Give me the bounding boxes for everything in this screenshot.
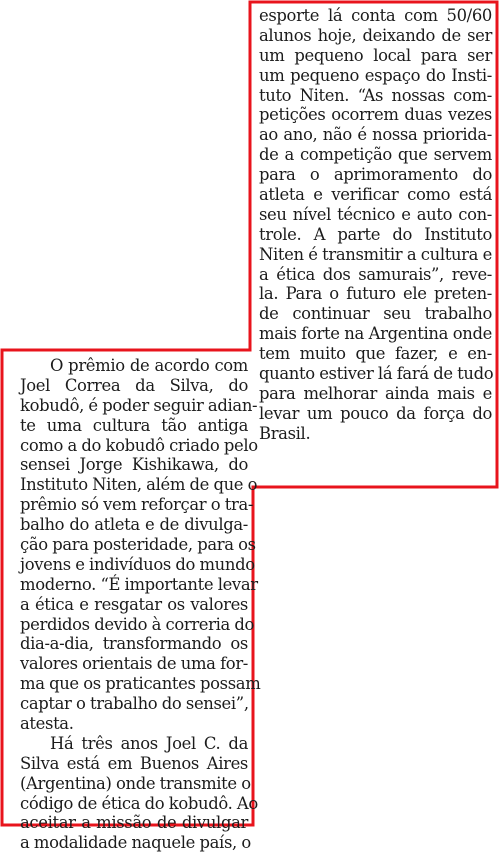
article-line: ma que os praticantes possam	[20, 674, 261, 694]
article-line: (Argentina) onde transmite o	[20, 773, 251, 793]
article-line: esporte lá conta com 50/60	[259, 6, 492, 25]
article-line: Niten é transmitir a cultura e	[259, 244, 492, 264]
article-line: atesta.	[20, 714, 74, 734]
article-line: a ética e resgatar os valores	[20, 594, 248, 614]
article-line: jovens e indivíduos do mundo	[20, 554, 255, 574]
paragraph-first-line: O prêmio de acordo com	[50, 356, 248, 375]
article-line: a ética dos samurais”, reve-	[259, 264, 492, 284]
article-line: ção para posteridade, para os	[20, 535, 256, 555]
article-line: petições ocorrem duas vezes	[259, 105, 492, 125]
article-line: kobudô, é poder seguir adian-	[20, 395, 258, 415]
article-line: perdidos devido à correria do	[20, 614, 255, 634]
article-line: um pequeno local para ser	[259, 45, 492, 65]
article-line: aceitar a missão de divulgar	[20, 813, 248, 833]
article-line: Brasil.	[259, 423, 311, 443]
article-line: de continuar seu trabalho	[259, 304, 492, 324]
article-line: dia-a-dia, transformando os	[20, 634, 248, 654]
article-line: Silva está em Buenos Aires	[20, 753, 248, 773]
article-line: a modalidade naquele país, o	[20, 833, 251, 853]
article-line: tuto Niten. “As nossas com-	[259, 85, 492, 105]
article-line: levar um pouco da força do	[259, 403, 492, 423]
article-line: como a do kobudô criado pelo	[20, 435, 258, 455]
paragraph-first-line: Há três anos Joel C. da	[50, 733, 248, 753]
article-line: Joel Correa da Silva, do	[20, 375, 248, 395]
article-line: sensei Jorge Kishikawa, do	[20, 455, 248, 475]
article-line: prêmio só vem reforçar o tra-	[20, 495, 254, 515]
article-line: moderno. “É importante levar	[20, 574, 258, 594]
article-line: captar o trabalho do sensei”,	[20, 694, 249, 714]
article-right-column	[259, 6, 492, 444]
article-line: ao ano, não é nossa priorida-	[259, 125, 492, 145]
article-left-column	[20, 356, 261, 853]
article-line: atleta e verificar como está	[259, 185, 492, 205]
article-line: alunos hoje, deixando de ser	[259, 25, 492, 45]
article-line: te uma cultura tão antiga	[20, 415, 248, 435]
article-line: seu nível técnico e auto con-	[259, 204, 492, 224]
article-line: um pequeno espaço do Insti-	[259, 65, 492, 85]
article-line: la. Para o futuro ele preten-	[259, 284, 492, 304]
article-line: para melhorar ainda mais e	[259, 383, 492, 403]
article-line: tem muito que fazer, e en-	[259, 344, 492, 364]
article-line: código de ética do kobudô. Ao	[20, 793, 258, 813]
article-line: trole. A parte do Instituto	[259, 224, 492, 244]
article-line: valores orientais de uma for-	[20, 654, 248, 674]
article-line: quanto estiver lá fará de tudo	[259, 364, 494, 384]
article-line: balho do atleta e de divulga-	[20, 515, 248, 535]
article-line: Instituto Niten, além de que o	[20, 475, 258, 495]
article-line: de a competição que servem	[259, 145, 492, 165]
article-line: para o aprimoramento do	[259, 165, 492, 185]
article-line: mais forte na Argentina onde	[259, 324, 492, 344]
